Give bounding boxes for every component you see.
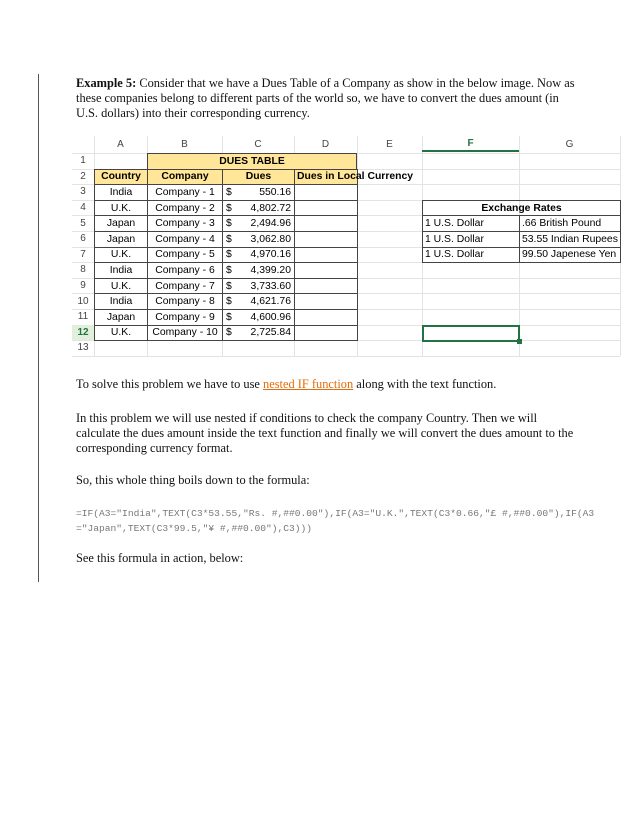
column-header-f[interactable]: F bbox=[422, 136, 519, 152]
margin-line bbox=[38, 74, 39, 582]
company-cell[interactable]: Company - 5 bbox=[147, 247, 223, 264]
company-cell[interactable]: Company - 1 bbox=[147, 184, 223, 201]
exchange-from-cell[interactable]: 1 U.S. Dollar bbox=[422, 231, 520, 248]
dues-cell[interactable] bbox=[222, 231, 295, 248]
gridline bbox=[72, 356, 620, 357]
dues-cell[interactable] bbox=[222, 200, 295, 217]
currency-symbol: $ bbox=[226, 296, 232, 308]
currency-symbol: $ bbox=[226, 264, 232, 276]
row-number-1[interactable]: 1 bbox=[80, 155, 86, 167]
column-header-d[interactable]: D bbox=[321, 138, 330, 150]
solve-text-before: To solve this problem we have to use bbox=[76, 377, 264, 391]
country-cell[interactable]: Japan bbox=[94, 215, 148, 232]
row-number-13[interactable]: 13 bbox=[77, 342, 89, 354]
dues-cell[interactable] bbox=[222, 247, 295, 264]
column-header-a[interactable]: A bbox=[117, 138, 124, 150]
country-cell[interactable]: Japan bbox=[94, 309, 148, 326]
country-cell[interactable]: India bbox=[94, 293, 148, 310]
country-cell[interactable]: India bbox=[94, 184, 148, 201]
country-cell[interactable]: U.K. bbox=[94, 278, 148, 295]
local-currency-cell[interactable] bbox=[294, 231, 358, 248]
country-cell[interactable]: India bbox=[94, 262, 148, 279]
dues-value: 3,733.60 bbox=[250, 280, 291, 292]
dues-cell[interactable] bbox=[222, 293, 295, 310]
country-cell[interactable]: U.K. bbox=[94, 247, 148, 264]
row-number-7[interactable]: 7 bbox=[80, 248, 86, 260]
row-number-11[interactable]: 11 bbox=[77, 311, 89, 323]
fill-handle[interactable] bbox=[517, 339, 522, 344]
row-number-10[interactable]: 10 bbox=[77, 295, 89, 307]
example-label: Example 5: bbox=[76, 76, 137, 90]
row-number-2[interactable]: 2 bbox=[80, 170, 86, 182]
formula-intro-paragraph: So, this whole thing boils down to the formula: bbox=[76, 473, 310, 487]
exchange-from-cell[interactable]: 1 U.S. Dollar bbox=[422, 215, 520, 232]
local-currency-cell[interactable] bbox=[294, 262, 358, 279]
dues-value: 4,600.96 bbox=[250, 311, 291, 323]
dues-cell[interactable] bbox=[222, 215, 295, 232]
dues-value: 550.16 bbox=[259, 186, 291, 198]
solve-paragraph bbox=[76, 377, 576, 392]
company-cell[interactable]: Company - 8 bbox=[147, 293, 223, 310]
company-cell[interactable]: Company - 7 bbox=[147, 278, 223, 295]
spreadsheet-image bbox=[72, 136, 632, 362]
column-header-e[interactable]: E bbox=[386, 138, 393, 150]
currency-symbol: $ bbox=[226, 186, 232, 198]
currency-symbol: $ bbox=[226, 280, 232, 292]
local-currency-cell[interactable] bbox=[294, 200, 358, 217]
local-currency-cell[interactable] bbox=[294, 247, 358, 264]
dues-cell[interactable] bbox=[222, 309, 295, 326]
nested-if-link[interactable]: nested IF function bbox=[263, 377, 354, 391]
company-cell[interactable]: Company - 2 bbox=[147, 200, 223, 217]
exchange-from-cell[interactable]: 1 U.S. Dollar bbox=[422, 247, 520, 264]
column-header-g[interactable]: G bbox=[565, 138, 574, 150]
dues-value: 2,494.96 bbox=[250, 218, 291, 230]
solve-text-after: along with the text function. bbox=[353, 377, 497, 391]
dues-value: 3,062.80 bbox=[250, 233, 291, 245]
local-currency-cell[interactable] bbox=[294, 278, 358, 295]
currency-symbol: $ bbox=[226, 327, 232, 339]
row-number-3[interactable]: 3 bbox=[80, 186, 86, 198]
local-currency-cell[interactable] bbox=[294, 309, 358, 326]
row-number-5[interactable]: 5 bbox=[80, 217, 86, 229]
country-cell[interactable]: U.K. bbox=[94, 200, 148, 217]
header-dues[interactable]: Dues bbox=[222, 169, 295, 186]
dues-cell[interactable] bbox=[222, 184, 295, 201]
currency-symbol: $ bbox=[226, 202, 232, 214]
selected-cell[interactable] bbox=[422, 325, 520, 343]
intro-paragraph bbox=[76, 76, 576, 121]
header-company[interactable]: Company bbox=[147, 169, 223, 186]
country-cell[interactable]: Japan bbox=[94, 231, 148, 248]
company-cell[interactable]: Company - 10 bbox=[147, 325, 223, 342]
row-number-9[interactable]: 9 bbox=[80, 280, 86, 292]
company-cell[interactable]: Company - 4 bbox=[147, 231, 223, 248]
company-cell[interactable]: Company - 6 bbox=[147, 262, 223, 279]
column-header-c[interactable]: C bbox=[254, 138, 262, 150]
formula-code: =IF(A3="India",TEXT(C3*53.55,"Rs. #,##0.00"),IF(A3="U.K.",TEXT(C3*0.66,"£ #,##0.00"),IF(A3="Japan",TEXT(C3*99.5,"¥ #,##0.00"),C3))) bbox=[76, 508, 595, 534]
dues-value: 4,399.20 bbox=[250, 264, 291, 276]
approach-paragraph: In this problem we will use nested if conditions to check the company Country. Then we will calculate the dues amount inside the text function and finally we will convert the dues amount to the corresponding currency format. bbox=[76, 411, 574, 455]
header-local[interactable]: Dues in Local Currency bbox=[294, 169, 358, 186]
row-number-4[interactable]: 4 bbox=[80, 202, 86, 214]
row-number-6[interactable]: 6 bbox=[80, 233, 86, 245]
dues-value: 4,802.72 bbox=[250, 202, 291, 214]
company-cell[interactable]: Company - 3 bbox=[147, 215, 223, 232]
dues-table-title[interactable]: DUES TABLE bbox=[147, 153, 357, 170]
row-number-12[interactable]: 12 bbox=[72, 325, 94, 341]
dues-value: 4,621.76 bbox=[250, 296, 291, 308]
header-country[interactable]: Country bbox=[94, 169, 148, 186]
local-currency-cell[interactable] bbox=[294, 184, 358, 201]
currency-symbol: $ bbox=[226, 311, 232, 323]
action-paragraph: See this formula in action, below: bbox=[76, 551, 244, 565]
local-currency-cell[interactable] bbox=[294, 293, 358, 310]
company-cell[interactable]: Company - 9 bbox=[147, 309, 223, 326]
dues-value: 2,725.84 bbox=[250, 327, 291, 339]
column-header-b[interactable]: B bbox=[181, 138, 188, 150]
country-cell[interactable]: U.K. bbox=[94, 325, 148, 342]
local-currency-cell[interactable] bbox=[294, 325, 358, 342]
dues-cell[interactable] bbox=[222, 262, 295, 279]
currency-symbol: $ bbox=[226, 233, 232, 245]
row-number-8[interactable]: 8 bbox=[80, 264, 86, 276]
intro-text: Consider that we have a Dues Table of a Company as show in the below image. Now as these companies belong to different parts of the world so, we have to convert the dues amount (in U.S. dollars) into their corresponding currency. bbox=[76, 76, 575, 120]
exchange-to-cell[interactable]: 53.55 Indian Rupees bbox=[519, 231, 621, 248]
dues-cell[interactable] bbox=[222, 325, 295, 342]
currency-symbol: $ bbox=[226, 218, 232, 230]
dues-cell[interactable] bbox=[222, 278, 295, 295]
exchange-rates-title[interactable]: Exchange Rates bbox=[422, 200, 621, 217]
exchange-to-cell[interactable]: 99.50 Japenese Yen bbox=[519, 247, 621, 264]
local-currency-cell[interactable] bbox=[294, 215, 358, 232]
dues-value: 4,970.16 bbox=[250, 249, 291, 261]
exchange-to-cell[interactable]: .66 British Pound bbox=[519, 215, 621, 232]
currency-symbol: $ bbox=[226, 249, 232, 261]
